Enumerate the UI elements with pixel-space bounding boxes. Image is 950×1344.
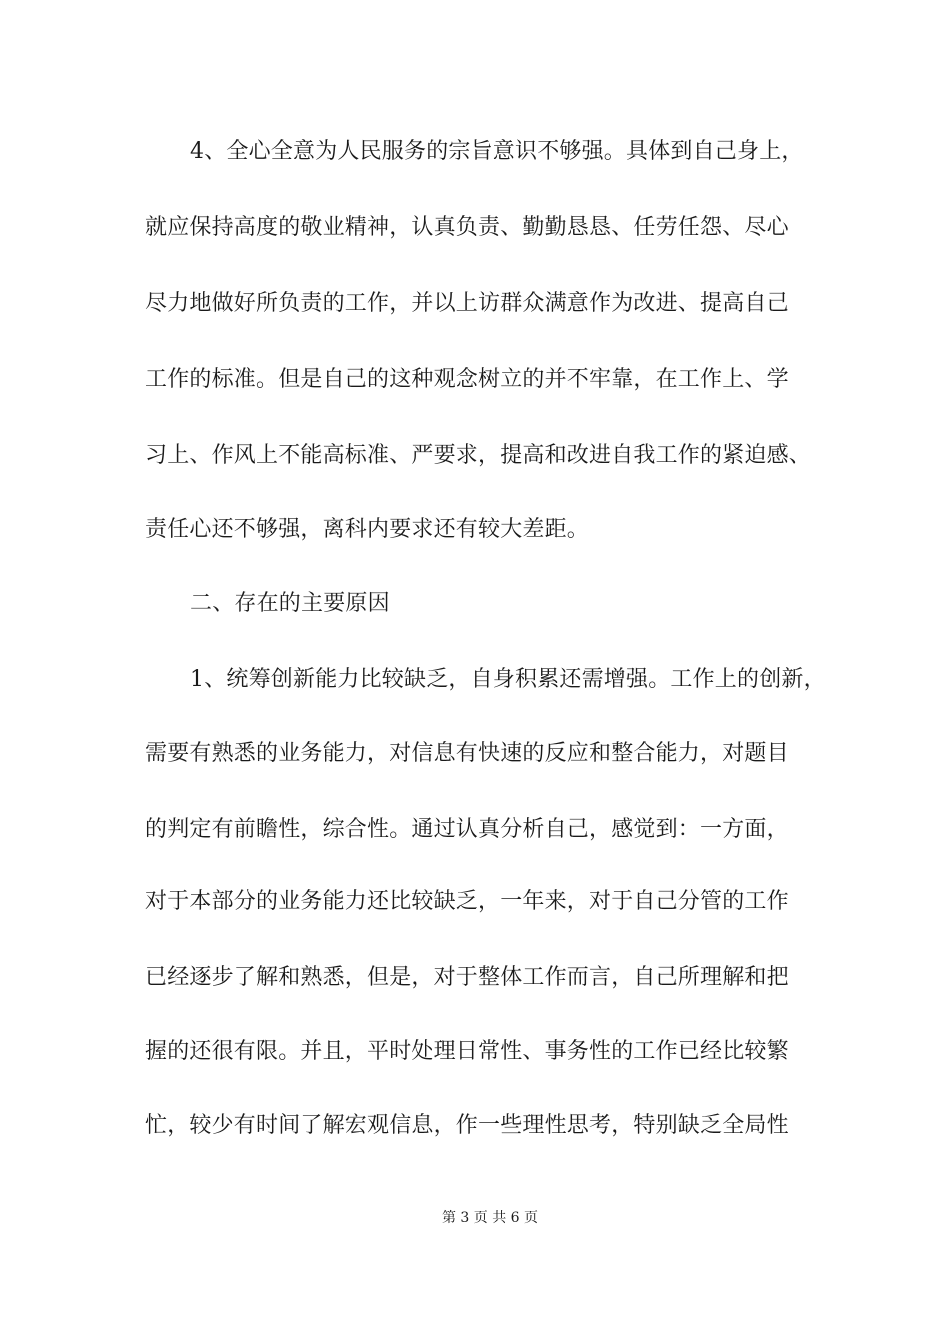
body-line-1: 4、全心全意为人民服务的宗旨意识不够强。具体到自己身上， xyxy=(190,139,804,164)
page-footer: 第 3 页 共 6 页 xyxy=(441,1210,539,1226)
body-line-10: 的判定有前瞻性，综合性。通过认真分析自己，感觉到：一方面， xyxy=(145,817,789,842)
body-line-9: 需要有熟悉的业务能力，对信息有快速的反应和整合能力，对题目 xyxy=(145,741,789,766)
body-line-4: 工作的标准。但是自己的这种观念树立的并不牢靠，在工作上、学 xyxy=(145,367,789,392)
body-line-12: 已经逐步了解和熟悉，但是，对于整体工作而言，自己所理解和把 xyxy=(145,965,789,990)
body-line-2: 就应保持高度的敬业精神，认真负责、勤勤恳恳、任劳任怨、尽心 xyxy=(145,215,789,240)
body-line-11: 对于本部分的业务能力还比较缺乏，一年来，对于自己分管的工作 xyxy=(145,889,789,914)
body-line-8: 1、统筹创新能力比较缺乏，自身积累还需增强。工作上的创新， xyxy=(190,667,826,692)
body-line-6: 责任心还不够强，离科内要求还有较大差距。 xyxy=(145,517,590,542)
section-heading: 二、存在的主要原因 xyxy=(190,591,390,616)
body-line-13: 握的还很有限。并且，平时处理日常性、事务性的工作已经比较繁 xyxy=(145,1039,789,1064)
body-line-14: 忙，较少有时间了解宏观信息，作一些理性思考，特别缺乏全局性 xyxy=(145,1113,789,1138)
body-line-3: 尽力地做好所负责的工作，并以上访群众满意作为改进、提高自己 xyxy=(145,291,789,316)
body-line-5: 习上、作风上不能高标准、严要求，提高和改进自我工作的紧迫感、 xyxy=(145,443,812,468)
